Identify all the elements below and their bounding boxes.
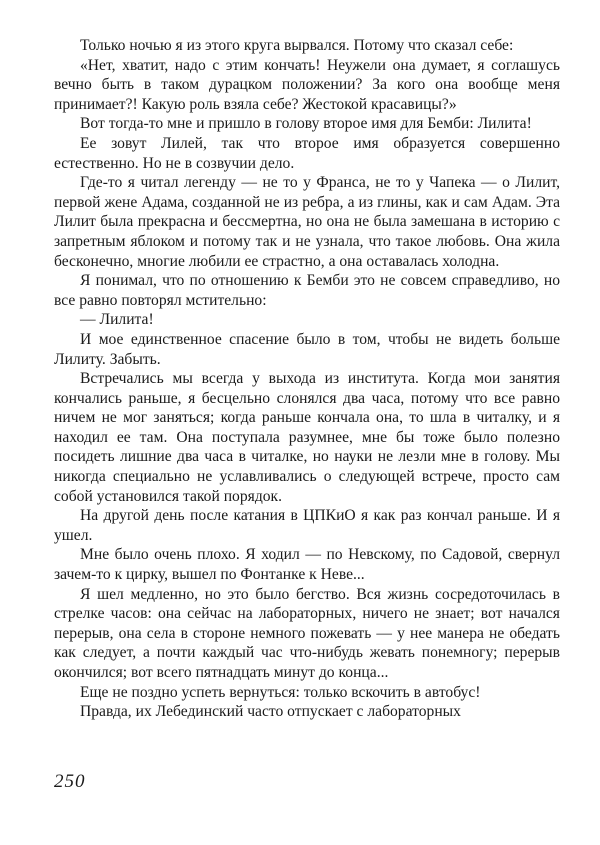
paragraph: Где-то я читал легенду — не то у Франса, не то у Чапека — о Лилит, первой жене Адама, созданной не из ребра, а из глины, как и сам Адам. Эта Лилит была прекрасна и бессмертна, но она не была замешана в историю с запретным яблоком и потому так и не узнала, что такое любовь. Она жила бесконечно, многие любили ее страстно, а она оставалась холодна. <box>54 174 560 270</box>
paragraph: Еще не поздно успеть вернуться: только вскочить в автобус! <box>80 683 481 701</box>
paragraph: «Нет, хватит, надо с этим кончать! Неужели она думает, я соглашусь вечно быть в таком дурацком положении? За кого она вообще меня принимает?! Какую роль взяла себе? Жестокой красавицы?» <box>54 56 560 113</box>
paragraph: Я шел медленно, но это было бегство. Вся жизнь сосредоточилась в стрелке часов: она сейчас на лабораторных, ничего не знает; вот начался перерыв, она села в стороне немного пожевать — у нее манера не обедать как следует, а почти каждый час что-нибудь жевать понемногу; перерыв окончился; вот всего пятнадцать минут до конца... <box>54 585 560 681</box>
paragraph: Я понимал, что по отношению к Бемби это не совсем справедливо, но все равно повторял мстительно: <box>54 272 560 309</box>
paragraph: Встречались мы всегда у выхода из института. Когда мои занятия кончались раньше, я бесцельно слонялся два часа, потому что все равно ничем не мог заняться; когда раньше кончала она, то шла в читалку, и я находил ее там. Она поступала разумнее, мне бы тоже было полезно посидеть лишние два часа в читалке, но науки не лезли мне в голову. Мы никогда специально не уславливались о следующей встрече, просто сам собой установился такой порядок. <box>54 370 560 505</box>
paragraph: И мое единственное спасение было в том, чтобы не видеть больше Лилиту. Забыть. <box>54 330 560 368</box>
paragraph: Вот тогда-то мне и пришло в голову второе имя для Бемби: Лилита! <box>80 115 532 133</box>
paragraph: — Лилита! <box>80 311 154 329</box>
paragraph: Ее зовут Лилей, так что второе имя образуется совершенно естественно. Но не в созвучии дело. <box>54 134 560 172</box>
main-text <box>54 36 560 722</box>
page-number: 250 <box>54 771 86 792</box>
paragraph: Мне было очень плохо. Я ходил — по Невскому, по Садовой, свернул зачем-то к цирку, вышел по Фонтанке к Неве... <box>54 546 560 584</box>
paragraph: Только ночью я из этого круга вырвался. Потому что сказал себе: <box>80 37 514 54</box>
paragraph: Правда, их Лебединский часто отпускает с лабораторных <box>80 703 461 721</box>
paragraph: На другой день после катания в ЦПКиО я как раз кончал раньше. И я ушел. <box>54 507 560 544</box>
